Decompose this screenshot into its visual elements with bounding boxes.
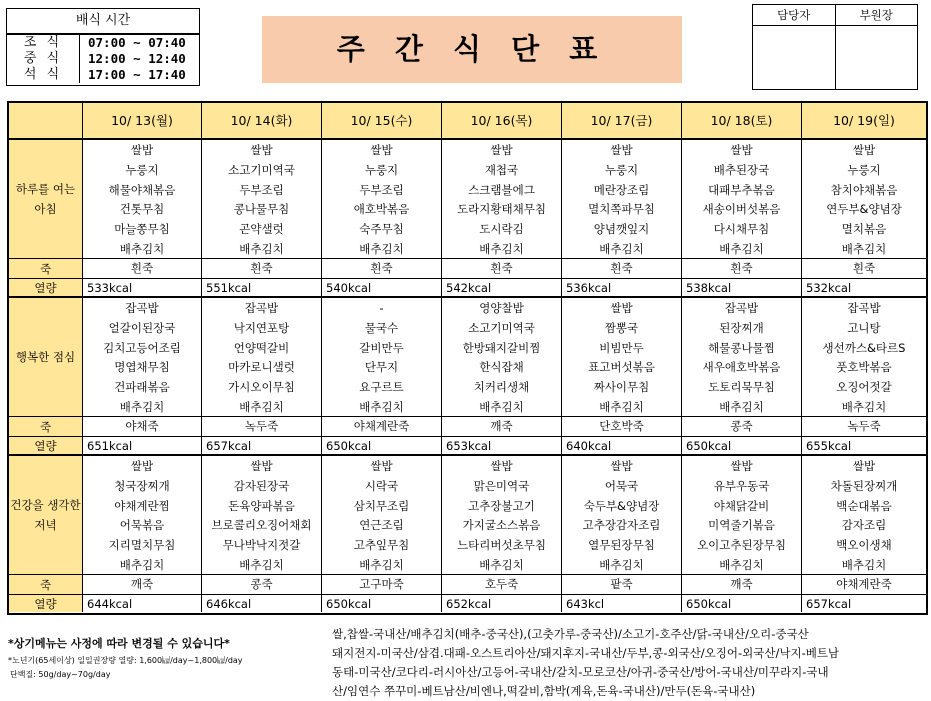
- menu-item: 누룽지: [364, 162, 399, 177]
- menu-item: 배추김치: [359, 399, 404, 414]
- menu-item: 재첩국: [484, 162, 519, 177]
- menu-item: -: [379, 301, 384, 315]
- menu-item: 백순대볶음: [836, 498, 892, 513]
- menu-cell-breakfast: [442, 140, 562, 259]
- menu-item: 얼갈이된장국: [108, 320, 176, 335]
- menu-cell-breakfast: [322, 140, 442, 259]
- porridge-cell: 깨죽: [442, 417, 562, 437]
- menu-item: 표고버섯볶음: [588, 360, 655, 375]
- menu-item: 배추김치: [719, 399, 764, 414]
- menu-item: 요구르트: [359, 380, 404, 395]
- menu-item: 새송이버섯볶음: [702, 202, 781, 217]
- kcal-cell: 542kcal: [442, 279, 562, 298]
- menu-item: 한식잡채: [479, 360, 524, 375]
- menu-cell-dinner: [442, 456, 562, 575]
- porridge-cell: 야채죽: [83, 417, 202, 437]
- menu-cell-dinner: [802, 456, 926, 575]
- menu-item: 두부조림: [239, 182, 284, 197]
- kcal-cell: 540kcal: [322, 279, 442, 298]
- kcal-cell: 650kcal: [322, 595, 442, 612]
- approval-box: [752, 4, 918, 90]
- menu-item: 다시채무침: [713, 222, 770, 237]
- porridge-cell: 흰죽: [202, 259, 322, 279]
- menu-item: 쌀밥: [610, 459, 633, 473]
- menu-item: 해물콩나물찜: [708, 340, 775, 355]
- signature-space: [836, 26, 918, 89]
- menu-item: 잡곡밥: [847, 301, 881, 315]
- menu-item: 곤약샐럿: [239, 222, 284, 237]
- menu-item: 쌀밥: [730, 459, 753, 473]
- menu-item: 숙두부&양념장: [583, 498, 660, 513]
- menu-item: 언양떡갈비: [233, 340, 290, 355]
- porridge-cell: 흰죽: [802, 259, 926, 279]
- menu-item: 참치야채볶음: [830, 182, 898, 197]
- menu-item: 애호박볶음: [353, 202, 410, 217]
- meal-label-breakfast: 하루를 여는 아침: [9, 140, 83, 259]
- menu-item: 연근조림: [359, 518, 404, 533]
- menu-item: 고니탕: [847, 320, 881, 335]
- menu-item: 마늘쫑무침: [114, 222, 170, 237]
- porridge-cell: 녹두죽: [802, 417, 926, 437]
- menu-item: 배추김치: [719, 241, 764, 256]
- change-notice: *상기메뉴는 사정에 따라 변경될 수 있습니다*: [8, 637, 230, 650]
- porridge-cell: 흰죽: [322, 259, 442, 279]
- menu-item: 돈육양파볶음: [228, 498, 295, 513]
- day-header: 10/ 17(금): [562, 103, 682, 140]
- protein-note: 단백질: 50g/day~70g/day: [10, 670, 111, 679]
- kcal-cell: 650kcal: [682, 437, 802, 456]
- service-row-breakfast: [7, 35, 199, 51]
- menu-item: 치커리생채: [473, 380, 530, 395]
- menu-cell-lunch: [682, 298, 802, 417]
- porridge-cell: 야채계란죽: [322, 417, 442, 437]
- menu-cell-dinner: [322, 456, 442, 575]
- menu-cell-breakfast: [202, 140, 322, 259]
- menu-item: 무나박낙지젓갈: [222, 538, 301, 553]
- menu-item: 감자된장국: [233, 478, 290, 493]
- menu-cell-dinner: [83, 456, 202, 575]
- porridge-cell: 콩죽: [202, 575, 322, 595]
- menu-item: 배추김치: [359, 241, 404, 256]
- menu-item: 시락국: [364, 478, 399, 493]
- menu-item: 가지굴소스볶음: [462, 518, 541, 533]
- service-row-lunch: [7, 51, 199, 67]
- menu-item: 쌀밥: [250, 143, 273, 157]
- header-corner: [9, 103, 83, 140]
- menu-item: 배추김치: [719, 557, 764, 572]
- menu-item: 지리멸치무침: [108, 538, 176, 553]
- menu-item: 배추김치: [841, 557, 887, 572]
- menu-item: 쌀밥: [610, 143, 633, 157]
- service-time-box: [6, 8, 200, 86]
- porridge-cell: 팥죽: [562, 575, 682, 595]
- menu-item: 고추장감자조림: [582, 518, 661, 533]
- menu-item: 배추김치: [841, 399, 887, 414]
- menu-item: 배추김치: [479, 399, 524, 414]
- menu-item: 야채닭갈비: [713, 498, 770, 513]
- menu-item: 도토리묵무침: [708, 380, 775, 395]
- menu-cell-lunch: [802, 298, 926, 417]
- menu-cell-breakfast: [562, 140, 682, 259]
- menu-item: 쌀밥: [730, 143, 753, 157]
- menu-item: 스크램블에그: [468, 182, 535, 197]
- weekly-menu-table: [7, 101, 928, 615]
- menu-item: 메란장조림: [593, 182, 650, 197]
- menu-item: 배추된장국: [713, 162, 770, 177]
- kcal-cell: 643kcl: [562, 595, 682, 612]
- menu-item: 된장찌개: [719, 320, 764, 335]
- recommended-kcal-note: *노년기(65세이상) 일일권장량 열량: 1,600㎉/day~1,800㎉/day: [8, 656, 243, 665]
- kcal-cell: 653kcal: [442, 437, 562, 456]
- menu-item: 명엽채무침: [114, 360, 170, 375]
- menu-item: 배추김치: [239, 241, 284, 256]
- menu-item: 누룽지: [847, 162, 881, 177]
- menu-cell-lunch: [83, 298, 202, 417]
- menu-item: 느타리버섯초무침: [457, 538, 546, 553]
- menu-item: 쌀밥: [130, 459, 154, 473]
- service-time-value: 07:00 ~ 07:40: [88, 35, 186, 50]
- menu-cell-lunch: [202, 298, 322, 417]
- kcal-cell: 650kcal: [682, 595, 802, 612]
- menu-item: 누룽지: [125, 162, 159, 177]
- menu-item: 풋호박볶음: [836, 360, 892, 375]
- menu-item: 소고기미역국: [228, 162, 295, 177]
- menu-item: 숙주무침: [359, 222, 404, 237]
- service-meal-label: 조 식: [7, 35, 80, 51]
- menu-cell-dinner: [682, 456, 802, 575]
- menu-item: 어묵볶음: [119, 518, 165, 533]
- menu-cell-breakfast: [802, 140, 926, 259]
- menu-item: 도시락김: [479, 222, 524, 237]
- menu-item: 쌀밥: [852, 143, 876, 157]
- approval-column-manager: [753, 5, 835, 89]
- kcal-cell: 652kcal: [442, 595, 562, 612]
- meal-label-dinner: 건강을 생각한 저녁: [9, 456, 83, 575]
- menu-item: 맑은미역국: [473, 478, 530, 493]
- porridge-cell: 고구마죽: [322, 575, 442, 595]
- menu-item: 감자조림: [841, 518, 887, 533]
- menu-cell-lunch: [442, 298, 562, 417]
- menu-item: 가시오이무침: [228, 380, 295, 395]
- menu-item: 건파래볶음: [114, 380, 170, 395]
- kcal-cell: 651kcal: [83, 437, 202, 456]
- menu-item: 쌀밥: [370, 143, 393, 157]
- menu-cell-lunch: [322, 298, 442, 417]
- service-meal-label: 중 식: [7, 51, 80, 67]
- menu-item: 배추김치: [599, 399, 644, 414]
- menu-item: 잡곡밥: [125, 301, 159, 315]
- menu-item: 짜사이무침: [593, 380, 650, 395]
- menu-item: 쌀밥: [370, 459, 393, 473]
- menu-item: 쌀밥: [250, 459, 273, 473]
- menu-item: 두부조림: [359, 182, 404, 197]
- kcal-cell: 650kcal: [322, 437, 442, 456]
- kcal-label: 열량: [9, 595, 83, 612]
- porridge-label: 죽: [9, 417, 83, 437]
- menu-item: 브로콜리오징어채회: [211, 518, 312, 533]
- menu-item: 생선까스&타르S: [822, 340, 906, 355]
- origin-line: 산/임연수 쭈꾸미-베트남산/비엔나,떡갈비,함박(계육,돈육-국내산)/만두(돈육-국내산): [332, 684, 756, 698]
- menu-cell-lunch: [562, 298, 682, 417]
- approval-label-vice-director: 부원장: [836, 5, 918, 26]
- service-time-header: 배식 시간: [7, 9, 199, 35]
- kcal-label: 열량: [9, 279, 83, 298]
- page-title: 주 간 식 단 표: [262, 16, 682, 83]
- kcal-cell: 657kcal: [806, 597, 852, 611]
- menu-item: 배추김치: [119, 241, 165, 256]
- origin-line: 쌀,찹쌀-국내산/배추김치(배추-중국산),(고춧가루-중국산)/소고기-호주산/닭-국내산/오리-중국산: [332, 627, 809, 641]
- menu-item: 야채계란찜: [114, 498, 170, 513]
- menu-item: 잡곡밥: [724, 301, 759, 315]
- porridge-cell: 깨죽: [83, 575, 202, 595]
- porridge-cell: 흰죽: [83, 259, 202, 279]
- porridge-cell: 깨죽: [682, 575, 802, 595]
- service-row-dinner: [7, 67, 199, 83]
- origin-line: 동태-미국산/코다리-러시아산/고등어-국내산/갈치-모로코산/아귀-중국산/방어-국내산/미꾸라지-국내: [332, 665, 829, 679]
- menu-item: 배추김치: [479, 557, 524, 572]
- kcal-cell: 538kcal: [682, 279, 802, 298]
- menu-item: 배추김치: [119, 557, 165, 572]
- menu-item: 한방돼지갈비찜: [462, 340, 541, 355]
- menu-item: 마카로니샐럿: [228, 360, 295, 375]
- menu-item: 영양찰밥: [479, 301, 524, 315]
- menu-item: 고추잎무침: [353, 538, 410, 553]
- menu-item: 잡곡밥: [244, 301, 279, 315]
- kcal-cell: 646kcal: [202, 595, 322, 612]
- kcal-cell: 532kcal: [802, 279, 926, 298]
- menu-item: 쌀밥: [610, 301, 633, 315]
- menu-item: 콩나물무침: [233, 202, 290, 217]
- signature-space: [753, 26, 835, 89]
- porridge-label: 죽: [9, 575, 83, 595]
- menu-item: 청국장찌개: [114, 478, 170, 493]
- meal-label-lunch: 행복한 점심: [9, 298, 83, 417]
- menu-item: 오이고추된장무침: [697, 538, 786, 553]
- porridge-cell: 콩죽: [682, 417, 802, 437]
- menu-item: 유부우동국: [713, 478, 770, 493]
- porridge-cell: 야채계란죽: [802, 575, 926, 595]
- menu-item: 차돌된장찌개: [830, 478, 898, 493]
- menu-item: 미역줄기볶음: [708, 518, 775, 533]
- menu-item: 물국수: [364, 320, 399, 335]
- menu-item: 배추김치: [239, 557, 284, 572]
- menu-item: 삼치무조림: [353, 498, 410, 513]
- menu-item: 배추김치: [599, 241, 644, 256]
- menu-cell-dinner: [202, 456, 322, 575]
- porridge-cell: 녹두죽: [202, 417, 322, 437]
- menu-item: 배추김치: [239, 399, 284, 414]
- porridge-cell: 단호박죽: [562, 417, 682, 437]
- menu-item: 해물야채볶음: [108, 182, 176, 197]
- menu-item: 백오이생채: [836, 538, 892, 553]
- kcal-cell: 644kcal: [83, 595, 202, 612]
- porridge-cell: 흰죽: [562, 259, 682, 279]
- menu-item: 소고기미역국: [468, 320, 535, 335]
- menu-item: 배추김치: [599, 557, 644, 572]
- menu-item: 쌀밥: [130, 143, 154, 157]
- menu-cell-dinner: [562, 456, 682, 575]
- menu-item: 멸치쪽파무침: [588, 202, 655, 217]
- menu-item: 배추김치: [119, 399, 165, 414]
- menu-item: 대패부추볶음: [708, 182, 775, 197]
- menu-item: 김치고등어조림: [103, 340, 181, 355]
- approval-column-vice-director: [835, 5, 918, 89]
- service-time-value: 12:00 ~ 12:40: [88, 51, 186, 66]
- menu-item: 멸치볶음: [841, 222, 887, 237]
- menu-item: 쌀밥: [852, 459, 876, 473]
- menu-item: 쌀밥: [490, 143, 513, 157]
- origin-line: 돼지전지-미국산/삼겹.대패-오스트리아산/돼지후지-국내산/두부,콩-외국산/오징어-외국산/낙지-베트남: [332, 646, 840, 660]
- menu-cell-breakfast: [83, 140, 202, 259]
- kcal-cell: 536kcal: [562, 279, 682, 298]
- menu-item: 건톳무침: [119, 202, 165, 217]
- menu-cell-breakfast: [682, 140, 802, 259]
- day-header: 10/ 16(목): [442, 103, 562, 140]
- menu-item: 배추김치: [479, 241, 524, 256]
- kcal-cell: 533kcal: [83, 279, 202, 298]
- menu-item: 도라지황태채무침: [457, 202, 546, 217]
- menu-item: 배추김치: [841, 241, 887, 256]
- menu-item: 갈비만두: [359, 340, 404, 355]
- day-header: 10/ 14(화): [202, 103, 322, 140]
- menu-item: 비빔만두: [599, 340, 644, 355]
- menu-item: 열무된장무침: [588, 538, 655, 553]
- menu-item: 누룽지: [604, 162, 639, 177]
- menu-item: 어묵국: [604, 478, 639, 493]
- service-meal-label: 석 식: [7, 67, 80, 83]
- menu-item: 짬뽕국: [604, 320, 639, 335]
- kcal-label: 열량: [9, 437, 83, 456]
- menu-item: 고추장불고기: [468, 498, 535, 513]
- menu-item: 낙지연포탕: [233, 320, 290, 335]
- menu-item: 쌀밥: [490, 459, 513, 473]
- menu-item: 새우애호박볶음: [702, 360, 781, 375]
- porridge-cell: 흰죽: [682, 259, 802, 279]
- menu-item: 양념깻잎지: [593, 222, 650, 237]
- menu-item: 단무지: [364, 360, 399, 375]
- footer-notes: [8, 636, 328, 682]
- kcal-cell: 657kcal: [202, 437, 322, 456]
- porridge-label: 죽: [9, 259, 83, 279]
- day-header: 10/ 15(수): [322, 103, 442, 140]
- porridge-cell: 호두죽: [442, 575, 562, 595]
- day-header: 10/ 13(월): [83, 103, 202, 140]
- kcal-cell: 640kcal: [562, 437, 682, 456]
- day-header: 10/ 19(일): [802, 103, 926, 140]
- menu-item: 연두부&양념장: [826, 202, 902, 217]
- kcal-cell: 655kcal: [802, 437, 926, 456]
- origin-info: [332, 625, 928, 701]
- approval-label-manager: 담당자: [753, 5, 835, 26]
- day-header: 10/ 18(토): [682, 103, 802, 140]
- service-time-value: 17:00 ~ 17:40: [88, 67, 186, 82]
- kcal-cell: 551kcal: [202, 279, 322, 298]
- menu-item: 오징어젓갈: [836, 380, 892, 395]
- porridge-cell: 흰죽: [442, 259, 562, 279]
- menu-item: 배추김치: [359, 557, 404, 572]
